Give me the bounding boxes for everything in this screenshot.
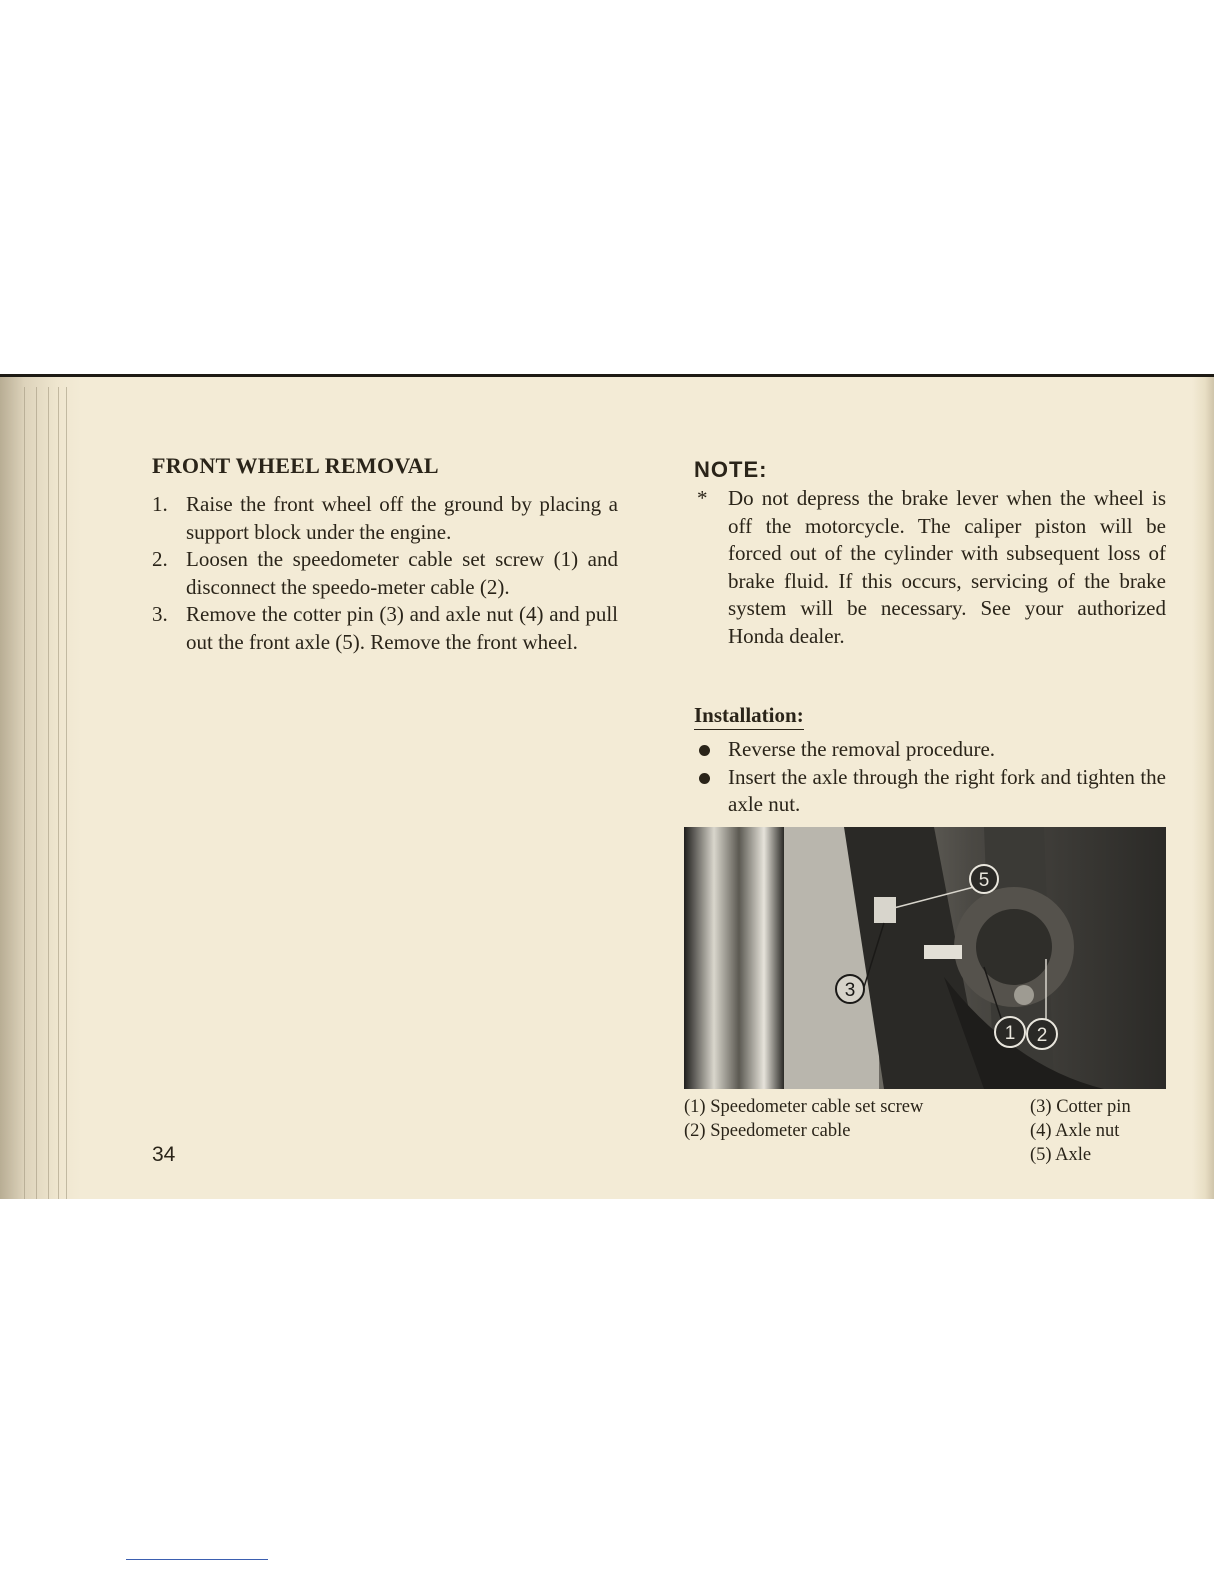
bullet-icon [699, 745, 710, 756]
list-item [694, 764, 1166, 819]
note-title: NOTE: [694, 457, 768, 482]
installation-list [694, 736, 1166, 819]
step-item [152, 491, 618, 546]
caption-item: (5) Axle [1030, 1145, 1092, 1165]
asterisk-icon: * [697, 486, 708, 510]
list-item [694, 736, 1166, 764]
callout-3 [836, 975, 864, 1003]
caption-item: (3) Cotter pin [1030, 1097, 1131, 1117]
page-number: 34 [152, 1143, 176, 1166]
callout-label: 5 [978, 870, 990, 891]
section-heading: FRONT WHEEL REMOVAL [152, 453, 439, 478]
step-number: 3. [152, 602, 168, 626]
page-edge-shadow [1192, 377, 1214, 1199]
caption-item: (4) Axle nut [1030, 1121, 1120, 1141]
caption-item: (2) Speedometer cable [684, 1121, 851, 1141]
bullet-icon [699, 773, 710, 784]
callout-1 [995, 1017, 1025, 1047]
callout-label: 2 [1036, 1025, 1048, 1046]
callout-5 [970, 865, 998, 893]
footer-rule [126, 1559, 268, 1560]
installation-title: Installation: [694, 703, 804, 730]
front-wheel-photo [684, 827, 1166, 1089]
step-item [152, 546, 618, 601]
note-body [694, 485, 1166, 650]
callout-2 [1027, 1019, 1057, 1049]
bullet-text: Reverse the removal procedure. [728, 737, 996, 761]
book-spine-shadow [0, 377, 82, 1199]
callout-label: 3 [844, 980, 856, 1001]
bullet-text: Insert the axle through the right fork and tighten the axle nut. [728, 764, 1166, 816]
step-text: Raise the front wheel off the ground by placing a support block under the engine. [186, 492, 618, 544]
step-number: 2. [152, 547, 168, 571]
note-text: Do not depress the brake lever when the wheel is off the motorcycle. The caliper piston will be forced out of the cylinder with subsequent loss of brake fluid. If this occurs, servicing of the brake system will be necessary. See your authorized Honda dealer. [728, 486, 1166, 648]
manual-page [0, 374, 1214, 1199]
callout-label: 1 [1004, 1023, 1016, 1044]
step-text: Loosen the speedometer cable set screw (1) and disconnect the speedo-meter cable (2). [186, 547, 618, 599]
removal-steps [152, 491, 618, 656]
caption-left [684, 1095, 923, 1143]
step-text: Remove the cotter pin (3) and axle nut (4) and pull out the front axle (5). Remove the front wheel. [186, 602, 618, 654]
step-number: 1. [152, 492, 168, 516]
caption-item: (1) Speedometer cable set screw [684, 1097, 924, 1117]
step-item [152, 601, 618, 656]
caption-right [1030, 1095, 1131, 1167]
